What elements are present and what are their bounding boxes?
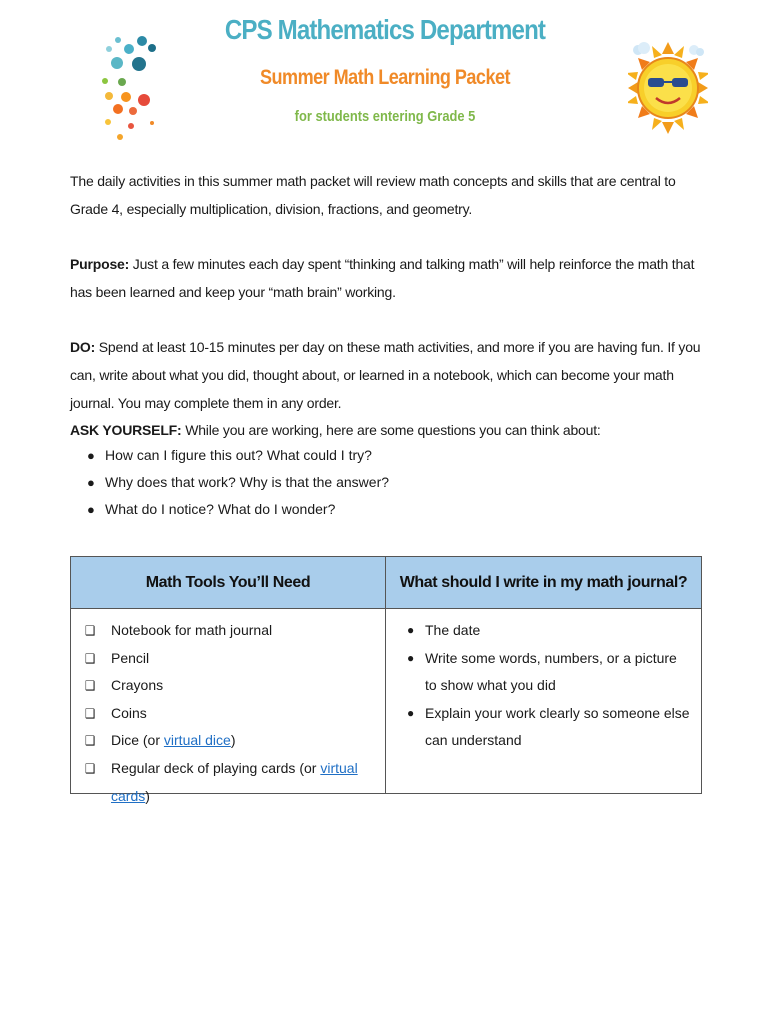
tools-journal-table bbox=[70, 556, 702, 804]
list-item bbox=[85, 645, 375, 673]
tools-list bbox=[85, 617, 375, 810]
checkbox-icon: ❑ bbox=[85, 760, 96, 776]
journal-list bbox=[401, 617, 691, 755]
do-label: DO: bbox=[70, 339, 96, 355]
ask-label: ASK YOURSELF: bbox=[70, 422, 182, 438]
journal-item-text: Explain your work clearly so someone else can understand bbox=[425, 704, 690, 749]
list-item bbox=[85, 700, 375, 728]
list-item bbox=[85, 755, 375, 810]
list-item bbox=[85, 617, 375, 645]
purpose-text: Just a few minutes each day spent “thinking and talking math” will help reinforce the math that has been learned and keep your “math brain” working. bbox=[70, 256, 695, 300]
tool-label: Pencil bbox=[111, 649, 150, 666]
bullet-icon: ● bbox=[87, 448, 95, 463]
tools-column-header: Math Tools You’ll Need bbox=[145, 574, 311, 591]
do-text: Spend at least 10-15 minutes per day on these math activities, and more if you are having fun. If you can, write about what you did, thought about, or learned in a notebook, which can become your math journal. You may complete them in any order. bbox=[70, 339, 701, 411]
ask-text: While you are working, here are some questions you can think about: bbox=[185, 422, 601, 438]
bullet-icon: ● bbox=[407, 650, 415, 665]
grade-line: for students entering Grade 5 bbox=[294, 108, 476, 125]
logo-dot bbox=[105, 92, 113, 100]
checkbox-icon: ❑ bbox=[85, 623, 96, 638]
ask-paragraph bbox=[70, 416, 710, 444]
journal-item-text: Write some words, numbers, or a picture to show what you did bbox=[425, 649, 677, 694]
intro-paragraph: The daily activities in this summer math packet will review math concepts and skills that are central to Grade 4, especially multiplication, division, fractions, and geometry. bbox=[70, 173, 676, 217]
virtual-cards-link[interactable]: virtual cards bbox=[111, 759, 358, 804]
list-item bbox=[70, 442, 670, 469]
checkbox-icon: ❑ bbox=[85, 650, 96, 666]
logo-dot bbox=[121, 92, 131, 102]
question-text: How can I figure this out? What could I try? bbox=[105, 447, 372, 463]
list-item bbox=[401, 617, 691, 645]
list-item bbox=[401, 645, 691, 700]
journal-column-header: What should I write in my math journal? bbox=[399, 574, 688, 591]
tool-label: Regular deck of playing cards (or bbox=[111, 759, 321, 776]
bullet-icon: ● bbox=[407, 623, 415, 637]
tool-label: Notebook for math journal bbox=[111, 622, 273, 638]
list-item bbox=[70, 496, 670, 523]
bullet-icon: ● bbox=[407, 705, 415, 720]
do-paragraph bbox=[70, 333, 710, 417]
question-text: Why does that work? Why is that the answer? bbox=[105, 474, 390, 490]
checkbox-icon: ❑ bbox=[85, 733, 96, 749]
virtual-dice-link[interactable]: virtual dice bbox=[163, 732, 231, 749]
list-item bbox=[401, 700, 691, 755]
list-item bbox=[85, 672, 375, 700]
packet-subtitle: Summer Math Learning Packet bbox=[259, 66, 511, 89]
tool-label: Crayons bbox=[111, 677, 164, 694]
question-list bbox=[70, 442, 670, 523]
purpose-paragraph bbox=[70, 250, 710, 306]
logo-dot bbox=[117, 134, 123, 140]
purpose-label: Purpose: bbox=[70, 256, 130, 272]
page-title: CPS Mathematics Department bbox=[224, 14, 546, 45]
question-text: What do I notice? What do I wonder? bbox=[105, 501, 336, 517]
logo-dot bbox=[138, 94, 150, 106]
journal-item-text: The date bbox=[425, 622, 481, 638]
cloud-puff bbox=[696, 48, 704, 56]
bullet-icon: ● bbox=[87, 502, 95, 517]
bullet-icon: ● bbox=[87, 475, 95, 490]
list-item bbox=[85, 727, 375, 755]
tool-label: Coins bbox=[111, 704, 147, 721]
list-item bbox=[70, 469, 670, 496]
logo-dot bbox=[106, 46, 112, 52]
tool-label: Dice (or bbox=[111, 732, 164, 749]
tool-label-suffix: ) bbox=[145, 787, 150, 804]
checkbox-icon: ❑ bbox=[85, 705, 96, 721]
checkbox-icon: ❑ bbox=[85, 678, 96, 694]
tool-label-suffix: ) bbox=[230, 732, 236, 749]
